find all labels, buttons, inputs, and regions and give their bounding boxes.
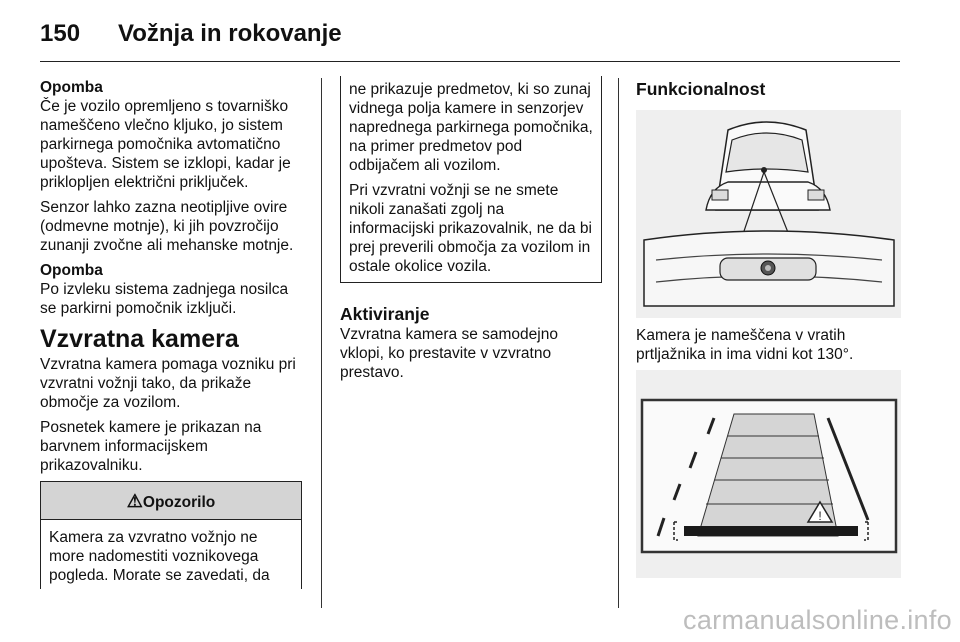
warning-header	[41, 482, 301, 520]
paragraph: Posnetek kamere je prikazan na barvnem informacijskem prikazovalniku.	[40, 419, 262, 474]
watermark-brand: carmanualsonline.info	[683, 605, 952, 635]
warning-label: Opozorilo	[142, 494, 216, 511]
page-header	[40, 18, 900, 62]
caption: Kamera je nameščena v vratih prtljažnika in ima vidni kot 130°.	[636, 327, 854, 363]
rear-camera-display-illustration	[636, 370, 901, 578]
section-title: Funkcionalnost	[636, 79, 766, 99]
note-text: Po izvleku sistema zadnjega nosilca se parkirni pomočnik izključi.	[40, 281, 289, 317]
note-text: Če je vozilo opremljeno s tovarniško nameščeno vlečno kljuko, jo sistem parkirnega pomočnika avtomatično upošteva. Sistem se izklopi, kadar je priklopljen električni priključek.	[40, 98, 291, 191]
note-title: Opomba	[40, 262, 103, 279]
warning-box-continued	[340, 76, 602, 283]
paragraph: Vzvratna kamera pomaga vozniku pri vzvratni vožnji tako, da prikaže območje za vozilom.	[40, 356, 296, 411]
note-title: Opomba	[40, 79, 103, 96]
column-divider	[321, 78, 322, 608]
paragraph: Vzvratna kamera se samodejno vklopi, ko prestavite v vzvratno prestavo.	[340, 326, 558, 381]
column-2	[340, 78, 602, 388]
column-1	[40, 78, 302, 589]
section-title: Aktiviranje	[340, 304, 430, 324]
section-title: Vzvratna kamera	[40, 325, 239, 353]
column-divider	[618, 78, 619, 608]
warning-triangle-icon: ⚠	[126, 491, 143, 511]
page-title: Vožnja in rokovanje	[118, 20, 342, 47]
note-text: Senzor lahko zazna neotipljive ovire (odmevne motnje), ki jih povzročijo zunanji zvočne ali mehanske motnje.	[40, 199, 294, 254]
page-number: 150	[40, 20, 81, 47]
svg-text:!: !	[818, 509, 822, 523]
warning-text: Pri vzvratni vožnji se ne smete nikoli zanašati zgolj na informacijski prikazovalnik, ne da bi prej preverili območja za vozilom in ostale okolice vozila.	[349, 182, 592, 275]
warning-text: ne prikazuje predmetov, ki so zunaj vidnega polja kamere in senzorjev naprednega parkirnega pomočnika, na primer predmetov pod odbijačem ali vozilom.	[349, 81, 593, 174]
camera-location-illustration	[636, 110, 901, 318]
column-3	[636, 78, 901, 586]
warning-box	[40, 481, 302, 589]
warning-text: Kamera za vzvratno vožnjo ne more nadomestiti voznikovega pogleda. Morate se zavedati, da	[49, 529, 270, 584]
